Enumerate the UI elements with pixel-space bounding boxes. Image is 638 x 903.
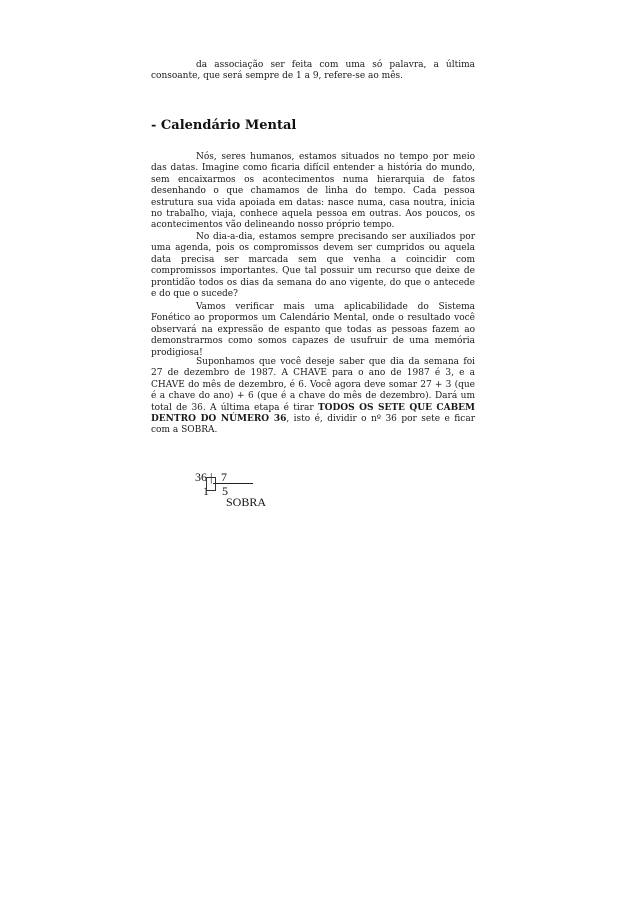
paragraph-2: No dia-a-dia, estamos sempre precisando ser auxiliados por uma agenda, pois os compromissos devem ser cumpridos ou aquela data precisa ser marcada sem que venha a coincidir com compromissos importantes. Que tal possuir um recurso que deixe de prontidão todos os dias da semana do ano vigente, do que o antecede e do que o sucede? <box>151 232 475 300</box>
division-bar: | <box>210 470 213 484</box>
paragraph-4-text-start: Suponhamos que você deseje saber que dia da semana foi 27 de dezembro de 1987. A CHAVE para o ano de 1987 é 3, e a CHAVE do mês de dezembro, é 6. Você agora deve somar 27 + 3 (que é a chave do ano) + 6 (que é a chave do mês de dezembro). Dará um total de 36. A última etapa é tirar <box>151 357 475 413</box>
division-underline <box>213 483 253 484</box>
paragraph-4-bold-text: TODOS OS SETE QUE CABEM DENTRO DO NÚMERO 36 <box>151 402 476 425</box>
section-heading: - Calendário Mental <box>151 118 297 133</box>
division-dividend: 36 <box>195 470 207 484</box>
division-remainder: 1 <box>203 484 209 498</box>
paragraph-4-text-end: , isto é, dividir o nº 36 por sete e ficar com a SOBRA. <box>151 414 475 436</box>
paragraph-3: Vamos verificar mais uma aplicabilidade do Sistema Fonético ao propormos um Calendário Mental, onde o resultado você observará na expressão de espanto que todas as pessoas fazem ao demonstrarmos como somos capazes de usufruir de uma memória prodigiosa! <box>151 302 475 358</box>
remainder-label: SOBRA <box>226 495 267 509</box>
division-quotient: 5 <box>222 484 228 498</box>
arrow-icon <box>206 477 216 491</box>
intro-paragraph: da associação ser feita com uma só palavra, a última consoante, que será sempre de 1 a 9, refere-se ao mês. <box>151 60 475 82</box>
division-divisor: 7 <box>221 470 227 484</box>
paragraph-1: Nós, seres humanos, estamos situados no tempo por meio das datas. Imagine como ficaria difícil entender a história do mundo, sem encaixarmos os acontecimentos numa hierarquia de fatos desenhando o que chamamos de linha do tempo. Cada pessoa estrutura sua vida apoiada em datas: nasce numa, casa noutra, inicia no trabalho, viaja, conhece aquela pessoa em outras. Aos poucos, os acontecimentos vão delineando nosso próprio tempo. <box>151 152 475 231</box>
paragraph-4 <box>151 357 475 437</box>
